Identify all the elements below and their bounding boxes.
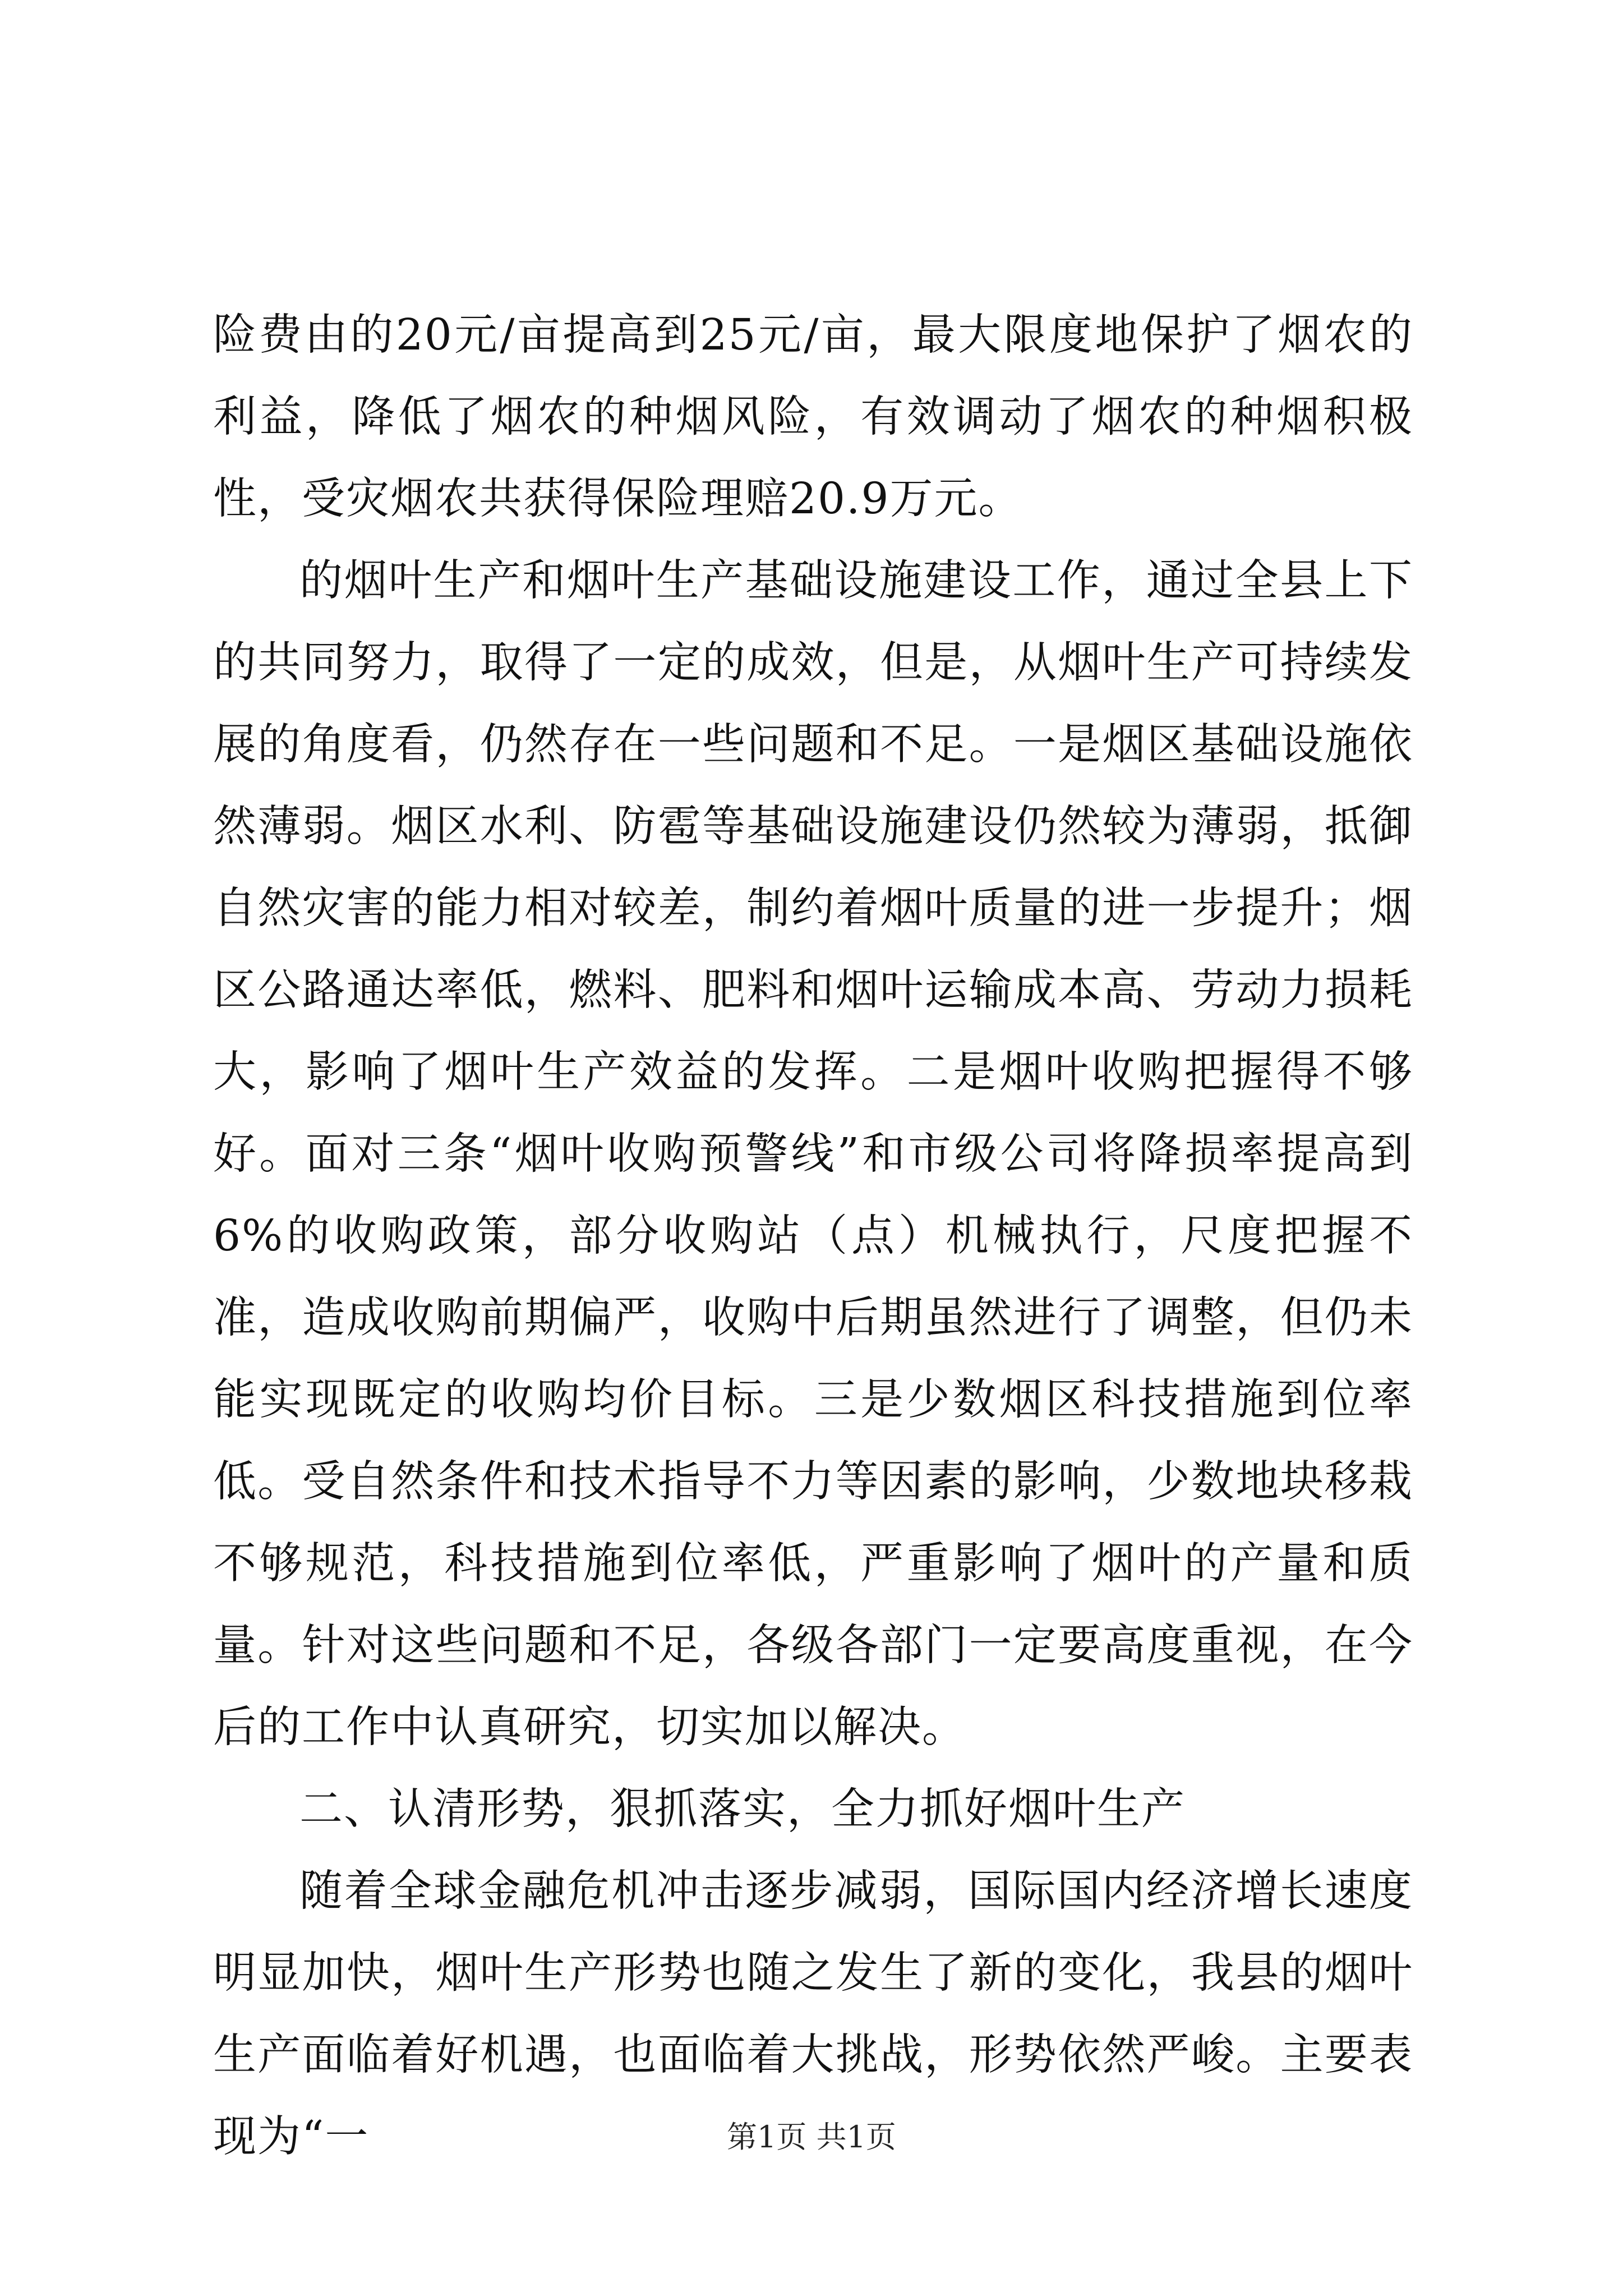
page-footer: 第1页 共1页 bbox=[727, 2119, 896, 2155]
paragraph-3: 随着全球金融危机冲击逐步减弱，国际国内经济增长速度明显加快，烟叶生产形势也随之发生了新的变化，我县的烟叶生产面临着好机遇，也面临着大挑战，形势依然严峻。主要表现为“一 bbox=[213, 1866, 1413, 2162]
paragraph-1: 险费由的20元/亩提高到25元/亩，最大限度地保护了烟农的利益，降低了烟农的种烟风险，有效调动了烟农的种烟积极性，受灾烟农共获得保险理赔20.9万元。 bbox=[213, 310, 1413, 524]
section-heading: 二、认清形势，狠抓落实，全力抓好烟叶生产 bbox=[299, 1784, 1186, 1834]
document-body bbox=[213, 295, 1413, 2178]
paragraph-2: 的烟叶生产和烟叶生产基础设施建设工作，通过全县上下的共同努力，取得了一定的成效，但是，从烟叶生产可持续发展的角度看，仍然存在一些问题和不足。一是烟区基础设施依然薄弱。烟区水利、防雹等基础设施建设仍然较为薄弱，抵御自然灾害的能力相对较差，制约着烟叶质量的进一步提升；烟区公路通达率低，燃料、肥料和烟叶运输成本高、劳动力损耗大，影响了烟叶生产效益的发挥。二是烟叶收购把握得不够好。面对三条“烟叶收购预警线”和市级公司将降损率提高到6%的收购政策，部分收购站（点）机械执行，尺度把握不准，造成收购前期偏严，收购中后期虽然进行了调整，但仍未能实现既定的收购均价目标。三是少数烟区科技措施到位率低。受自然条件和技术指导不力等因素的影响，少数地块移栽不够规范，科技措施到位率低，严重影响了烟叶的产量和质量。针对这些问题和不足，各级各部门一定要高度重视，在今后的工作中认真研究，切实加以解决。 bbox=[213, 556, 1413, 1752]
